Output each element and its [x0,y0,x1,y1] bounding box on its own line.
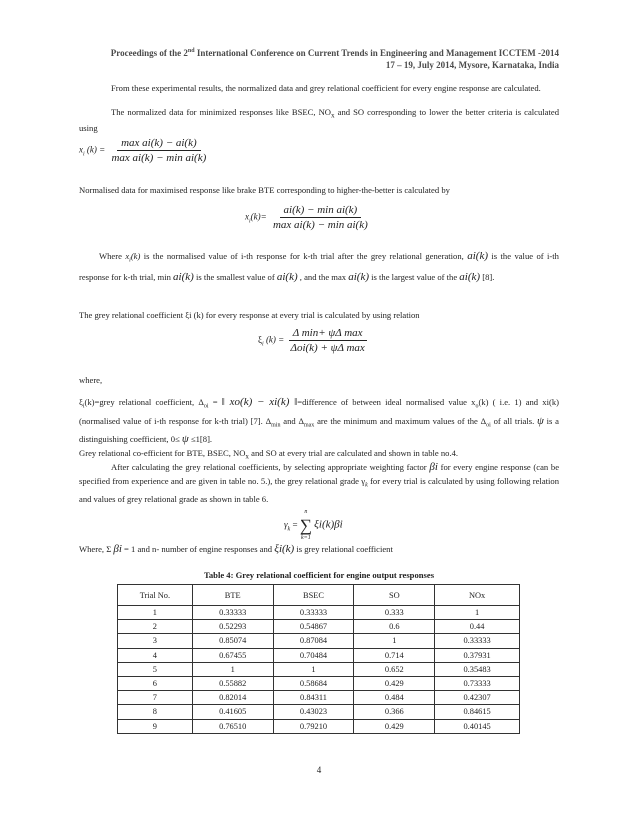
summation: n ∑ k=1 [299,509,312,541]
table-cell: 0.366 [354,705,435,719]
table-row [118,648,520,662]
table-cell: 0.37931 [435,648,520,662]
equation-grey-coefficient: $\xi_i$ (k) = $\frac{\text{Δ min+ ψΔ max}}{\text{Δoi(k) + ψΔ max}}$ [258,327,369,354]
table-cell: 0.484 [354,691,435,705]
table-cell: 0.44 [435,620,520,634]
paragraph-7: Grey relational co-efficient for BTE, BSEC, $NO_x$ and SO at every trial are calculated and shown in table no.4. [79,448,459,461]
table-cell: 1 [354,634,435,648]
fraction: $\frac{\text{max ai(k) − ai(k)}}{\text{max ai(k) − min ai(k)}}$ [111,137,207,164]
fraction: $\frac{\text{Δ min+ ψΔ max}}{\text{Δoi(k) + ψΔ max}}$ [290,327,365,354]
table-cell: 6 [118,676,193,690]
table-cell: 0.41605 [192,705,273,719]
paragraph-5: The grey relational coefficient ξi (k) for every response at every trial is calculated by using relation [79,310,420,320]
table-row [118,606,520,620]
table-cell: 3 [118,634,193,648]
table-cell: 8 [118,705,193,719]
table-cell: 0.714 [354,648,435,662]
table-cell: 1 [435,606,520,620]
table-row [118,719,520,733]
equation-normalized-higher: $x_i(k)=$ $\frac{\text{ai(k) − min ai(k)}}{\text{max ai(k) − min ai(k)}}$ [245,204,372,231]
table-cell: 0.33333 [273,606,354,620]
table-cell: 0.652 [354,662,435,676]
table-cell: 0.54867 [273,620,354,634]
table-cell: 1 [273,662,354,676]
table-cell: 0.33333 [192,606,273,620]
header-cell: NOx [435,585,520,606]
table-cell: 0.40145 [435,719,520,733]
table-cell: 0.84311 [273,691,354,705]
table-caption: Table 4: Grey relational coefficient for engine output responses [203,570,435,580]
table-cell: 0.79210 [273,719,354,733]
table-cell: 0.33333 [435,634,520,648]
table-cell: 9 [118,719,193,733]
grey-coefficient-table [117,584,520,734]
table-row [118,691,520,705]
table-row [118,620,520,634]
table-cell: 0.82014 [192,691,273,705]
equation-normalized-lower: $x_i$ (k) = $\frac{\text{max ai(k) − ai(k)}}{\text{max ai(k) − min ai(k)}}$ [79,137,210,164]
header-cell: SO [354,585,435,606]
header-line-2: 17 – 19, July 2014, Mysore, Karnataka, India [385,60,559,70]
table-row [118,676,520,690]
page-number: 4 [316,765,322,775]
table-cell: 0.52293 [192,620,273,634]
fraction: $\frac{\text{ai(k) − min ai(k)}}{\text{max ai(k) − min ai(k)}}$ [272,204,368,231]
paragraph-3: Normalised data for maximised response like brake BTE corresponding to higher-the-better is calculated by [79,185,450,195]
paragraph-6: $\xi_i(k)=grey$ relational coefficient, $\Delta_{oi}$ = ‖ xo(k) − xi(k) ‖=difference of between ideal normalised value $x_o(k)$ ( i.e. 1) and xi(k) (normalised value of i-th response for k-th trial) [7]. $\Delta_{min}$ and $\Delta_{max}$ are the minimum and maximum values of the $\Delta_{oi}$ of all trials. ψ is a distinguishing coefficient, 0≤ ψ ≤1[8]. [79,396,559,446]
table-row [118,634,520,648]
paragraph-4: Where $x_i(k)$ is the normalised value of i-th response for k-th trial after the grey relational generation, ai(k) is the value of i-th response for k-th trial, min ai(k) is the smallest value of ai(k) , and the max ai(k) is the largest value of the ai(k) [8]. [79,250,559,284]
running-header [111,45,559,71]
equation-grey-grade: $\gamma_k$ = n ∑ k=1 ξi(k)βi [284,509,343,541]
table-row [118,705,520,719]
table-cell: 1 [192,662,273,676]
table-cell: 0.76510 [192,719,273,733]
header-cell: BTE [192,585,273,606]
table-body [118,606,520,734]
table-cell: 1 [118,606,193,620]
table-header-row [118,585,520,606]
table-cell: 0.333 [354,606,435,620]
paragraph-1: From these experimental results, the normalized data and grey relational coefficient for every engine response are calculated. [111,83,541,93]
paragraph-2: The normalized data for minimized responses like BSEC, $NO_x$ and SO corresponding to lower the better criteria is calculated using [79,107,559,134]
table-cell: 0.87084 [273,634,354,648]
table-cell: 0.67455 [192,648,273,662]
paragraph-8: After calculating the grey relational coefficients, by selecting appropriate weighting factor βi for every engine response (can be specified from experience and are given in table no. 5.), the grey relational grade $\gamma_k$ for every trial is calculated by using following relation and values of grey relational grade as shown in table 6. [79,461,560,504]
where-label: where, [79,375,103,385]
table-cell: 0.43023 [273,705,354,719]
table-cell: 0.73333 [435,676,520,690]
table-cell: 7 [118,691,193,705]
table-row [118,662,520,676]
table-cell: 0.84615 [435,705,520,719]
table-cell: 0.70484 [273,648,354,662]
table-cell: 0.6 [354,620,435,634]
header-line-1: Proceedings of the 2nd International Conference on Current Trends in Engineering and Management ICCTEM -2014 [110,48,559,58]
table-cell: 0.42307 [435,691,520,705]
sigma-symbol: ∑ [299,516,312,535]
table-cell: 0.429 [354,676,435,690]
table-cell: 2 [118,620,193,634]
table-cell: 0.35483 [435,662,520,676]
table-cell: 0.55882 [192,676,273,690]
header-cell: BSEC [273,585,354,606]
table-cell: 0.58684 [273,676,354,690]
header-cell: Trial No. [118,585,193,606]
paragraph-9: Where, Σ βi = 1 and n- number of engine responses and ξi(k) is grey relational coefficient [79,543,393,555]
table-cell: 4 [118,648,193,662]
table-cell: 0.429 [354,719,435,733]
table-cell: 5 [118,662,193,676]
table-cell: 0.85074 [192,634,273,648]
